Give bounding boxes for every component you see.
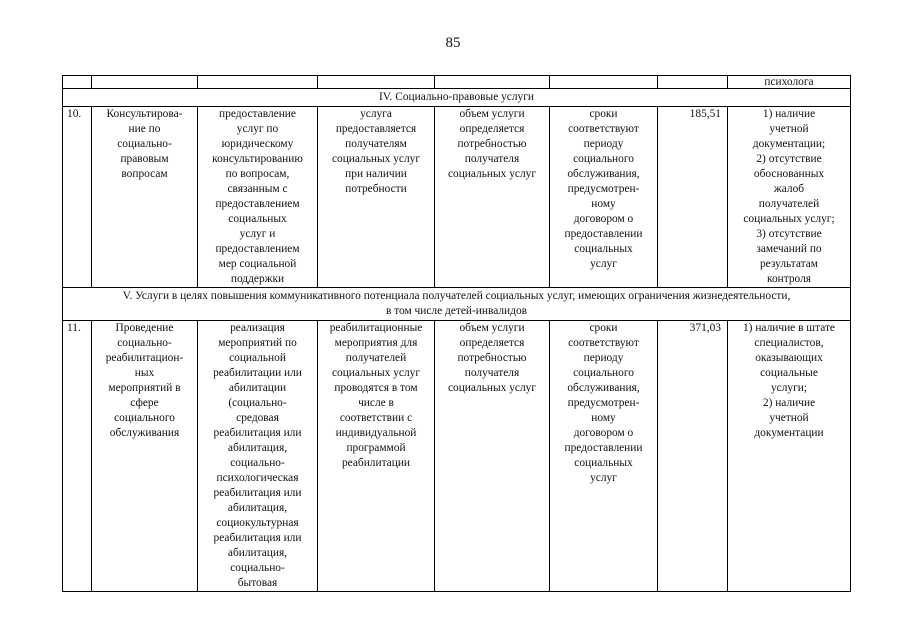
- service-terms: сроки соответствуют периоду социального обслуживания, предусмотрен- ному договором о предоставлении социальных услуг: [550, 107, 658, 288]
- cell-name: [92, 76, 198, 89]
- section-header-row: [63, 288, 851, 321]
- cell-num: [63, 76, 92, 89]
- service-terms: сроки соответствуют периоду социального обслуживания, предусмотрен- ному договором о предоставлении социальных услуг: [550, 321, 658, 592]
- cell-volume: [435, 76, 550, 89]
- table-row: [63, 321, 851, 592]
- cell-price: [658, 76, 728, 89]
- cell-terms: [550, 76, 658, 89]
- section-title-4: IV. Социально-правовые услуги: [63, 89, 851, 107]
- table-row: [63, 107, 851, 288]
- service-description: реализация мероприятий по социальной реабилитации или абилитации (социально- средовая реабилитация или абилитация, социально- психологическая реабилитация или абилитация, социокультурная реабилитация или абилитация, социально- бытовая: [198, 321, 318, 592]
- service-volume: объем услуги определяется потребностью получателя социальных услуг: [435, 107, 550, 288]
- row-number: 11.: [63, 321, 92, 592]
- page-number: 85: [445, 35, 461, 51]
- service-requirements: 1) наличие в штате специалистов, оказывающих социальные услуги; 2) наличие учетной документации: [728, 321, 851, 592]
- service-price: 185,51: [658, 107, 728, 288]
- services-table: [62, 75, 851, 592]
- service-volume: объем услуги определяется потребностью получателя социальных услуг: [435, 321, 550, 592]
- row-number: 10.: [63, 107, 92, 288]
- service-price: 371,03: [658, 321, 728, 592]
- section-title-5: V. Услуги в целях повышения коммуникативного потенциала получателей социальных услуг, имеющих ограничения жизнедеятельности, в том числе детей-инвалидов: [63, 288, 851, 321]
- service-name: Проведение социально- реабилитацион- ных мероприятий в сфере социального обслуживания: [92, 321, 198, 592]
- cell-requirements: психолога: [728, 76, 851, 89]
- service-description: предоставление услуг по юридическому консультированию по вопросам, связанным с предоставлением социальных услуг и предоставлением мер социальной поддержки: [198, 107, 318, 288]
- cell-description: [198, 76, 318, 89]
- table-row-continuation: [63, 76, 851, 89]
- section-header-row: [63, 89, 851, 107]
- service-requirements: 1) наличие учетной документации; 2) отсутствие обоснованных жалоб получателей социальных услуг; 3) отсутствие замечаний по результатам контроля: [728, 107, 851, 288]
- service-name: Консультирова- ние по социально- правовым вопросам: [92, 107, 198, 288]
- service-conditions: услуга предоставляется получателям социальных услуг при наличии потребности: [318, 107, 435, 288]
- cell-conditions: [318, 76, 435, 89]
- service-conditions: реабилитационные мероприятия для получателей социальных услуг проводятся в том числе в соответствии с индивидуальной программой реабилитации: [318, 321, 435, 592]
